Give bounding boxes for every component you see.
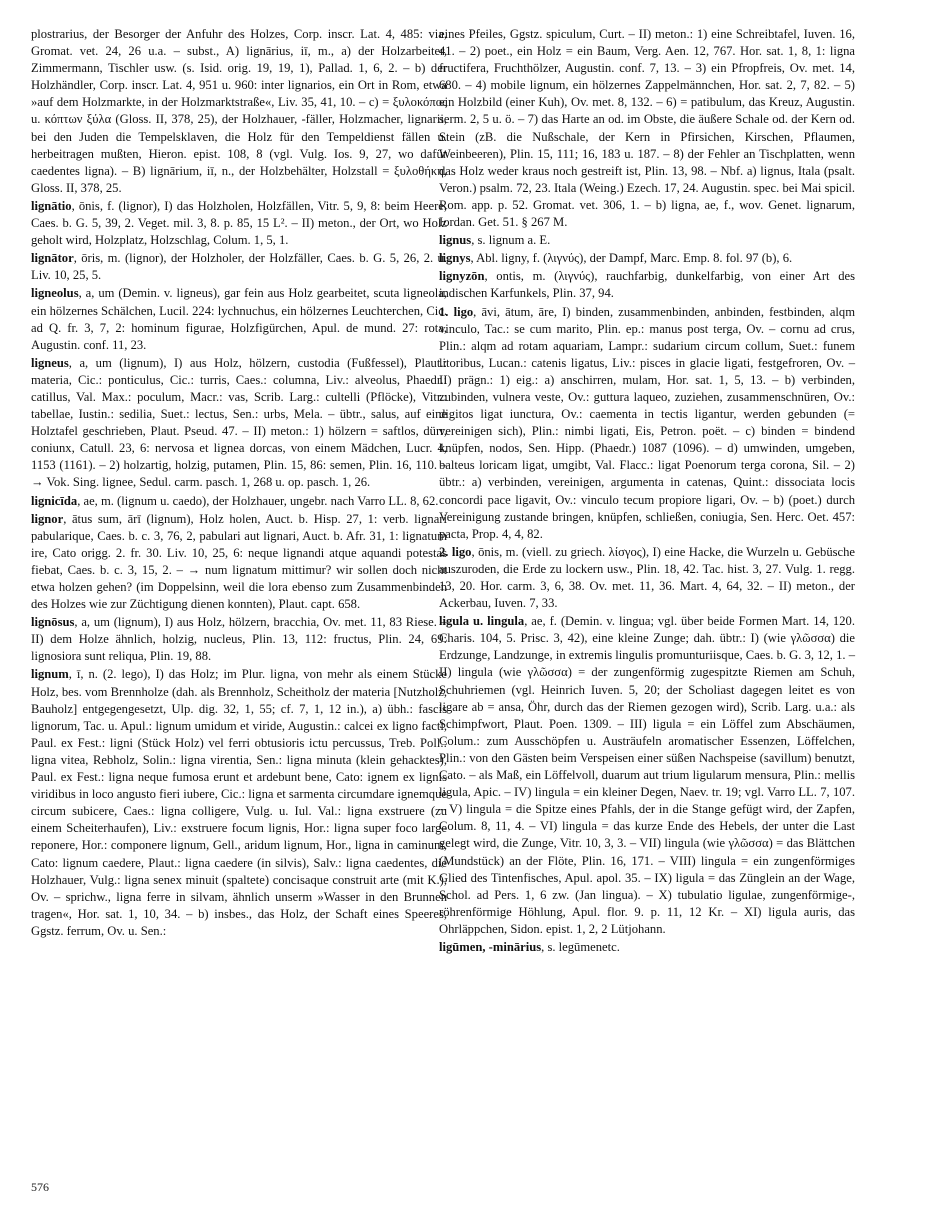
entry-lemma: lignum: [31, 667, 69, 682]
dictionary-entry: [439, 544, 855, 612]
page-number: 576: [31, 1180, 49, 1194]
dictionary-entry: [31, 511, 447, 614]
entry-text: , a, um (lignum), I) aus Holz, hölzern, custodia (Fußfessel), Plaut.: materia, Cic.: ponticulus, Cic.: turris, Caes.: columna, Liv.: alveolus, Phaedr.: catillus, Val. Max.: poculum, Macr.: vas, Scrib. Larg.: cultelli (Pflöcke), Vitr.: tabellae, Iustin.: sedilia, Suet.: lectus, Sen.: urbs, Mela. – übtr., salus, auf eine Holztafel geschrieben, Plaut. Pseud. 47. – II) meton.: 1) hölzern = saftlos, dürr, coniunx, Catull. 23, 6: nervosa et lignea dorcas, von einem Mädchen, Lucr. 4, 1153 (1161). – 2) holzartig, holzig, putamen, Plin. 15, 86: semen, Plin. 16, 110. – → Vok. Sing. lignee, Sedul. carm. pasch. 1, 268 u. op. pasch. 1, 26.: [31, 355, 447, 490]
entry-lemma: 1. ligo: [439, 304, 474, 319]
entry-text: , ōris, m. (lignor), der Holzholer, der Holzfäller, Caes. b. G. 5, 26, 2. u. Liv. 10, 25, 5.: [31, 251, 447, 283]
dictionary-entry: [439, 613, 855, 938]
dictionary-page: [31, 26, 907, 1186]
dictionary-entry: [439, 268, 855, 302]
entry-lemma: lignor: [31, 511, 64, 526]
entry-text: , ontis, m. (λιγνύς), rauchfarbig, dunkelfarbig, von einer Art des indischen Karfunkels, Plin. 37, 94.: [439, 269, 855, 301]
right-column: [439, 26, 855, 957]
entry-lemma: ligula u. lingula: [439, 614, 525, 629]
dictionary-entry: [439, 304, 855, 543]
dictionary-entry: [439, 250, 855, 267]
dictionary-entry: [439, 232, 855, 249]
dictionary-entry: [31, 493, 447, 510]
dictionary-entry: [439, 939, 855, 956]
entry-lemma: lignyzōn: [439, 269, 485, 284]
entry-lemma: lignus: [439, 233, 472, 248]
entry-text: plostrarius, der Besorger der Anfuhr des Holzes, Corp. inscr. Lat. 4, 485: via, Gromat. vet. 24, 26 u.a. – subst., A) lignārius, iī, m., a) der Holzarbeiter, Zimmermann, Tischler usw. (s. Isid. orig. 19, 19, 1), Pallad. 1, 6, 2. – b) der Holzhändler, Corp. inscr. Lat. 4, 951 u. 960: inter lignarios, ein Ort in Rom, etwa »auf dem Holzmarkte, in der Holzmarktstraße«, Liv. 35, 41, 10. – c) = ξυλοκόπος u. κόπτων ξύλα (Gloss. II, 378, 25), der Holzhauer, -fäller, Holzmacher, lignarii, bei den Juden die Tempelsklaven, die Holz für den Tempeldienst fällen u. herbeitragen mußten, Hieron. epist. 108, 8 (vgl. Vulg. Ios. 9, 27, wo dafür caedentes ligna). – B) lignārium, iī, n., der Holzbehälter, Holzstall = ξυλοθήκη, Gloss. II, 378, 25.: [31, 27, 447, 195]
entry-lemma: lignōsus: [31, 615, 75, 630]
entry-text: , a, um (Demin. v. ligneus), gar fein aus Holz gearbeitet, scuta ligneola, ein hölzernes Schälchen, Lucil. 224: lychnuchus, ein hölzernes Leuchterchen, Cic. ad Q. fr. 3, 7, 2: hominum figurae, Holzfigürchen, Apul. de mund. 27: rota, Augustin. conf. 11, 23.: [31, 286, 447, 352]
left-column: [31, 26, 447, 941]
entry-text: , s. legūmenetc.: [541, 939, 620, 954]
entry-text: , ōnis, m. (viell. zu griech. λίσγος), I) eine Hacke, die Wurzeln u. Gebüsche auszuroden, die Erde zu lockern usw., Plin. 18, 42. Tac. hist. 3, 27. Vulg. 1. regg. 13, 20. Hor. carm. 3, 6, 38. Ov. met. 11, 36. Mart. 4, 64, 32. – II) meton., der Ackerbau, Iuven. 7, 33.: [439, 544, 855, 611]
entry-lemma: lignātio: [31, 198, 72, 213]
dictionary-entry: [31, 355, 447, 492]
dictionary-entry: [31, 666, 447, 940]
entry-text: , a, um (lignum), I) aus Holz, hölzern, bracchia, Ov. met. 11, 83 Riese. – II) dem Holze ähnlich, holzig, nucleus, Plin. 13, 112: fructus, Plin. 24, 69: lignosiora sunt reliqua, Plin. 19, 88.: [31, 615, 447, 664]
entry-lemma: 2. ligo: [439, 544, 472, 559]
entry-text: , ī, n. (2. lego), I) das Holz; im Plur. ligna, von mehr als einem Stücke Holz, bes. vom Brennholze (dah. als Brennholz, Scheitholz der materia [Nutzholz, Bauholz] entgegengesetzt, Ulp. dig. 32, 1, 55; cf. 7, 1, 12 in.), a) übh.: fascis lignorum, Tac. u. Apul.: lignum umidum et viride, Augustin.: calcei ex ligno facti, Paul. ex Fest.: ligni (Stück Holz) vel ferri obtusioris ictu percussus, Treb. Poll.: ligna vitea, Rebholz, Solin.: ligna virentia, Sen.: ligna minuta (klein gehacktes), Paul. ex Fest.: ligna neque fumosa erunt et ardebunt bene, Cato: ignem ex lignis viridibus in loco angusto fieri iubere, Cic.: ligna et sarmenta circumdare ignemque circum subicere, Caes.: ligna colligere, Vulg. u. Iul. Val.: ligna exstruere (zu einem Scheiterhaufen), Liv.: exstruere focum lignis, Hor.: ligna super foco large reponere, Hor.: componere lignum, Gell., aridum lignum, Hor., ligna in caminum, Cato: lignum caedere, Plaut.: ligna caedere (in silvis), Salv.: ligna caedentes, die Holzhauer, Vulg.: ligna senex minuit (spaltete) concisaque construit arte (mit K.), Ov. – sprichw., ligna ferre in silvam, ähnlich unserm »Wasser in den Brunnen tragen«, Hor. sat. 1, 10, 34. – b) insbes., das Holz, der Schaft eines Speeres, Ggstz. ferrum, Ov. u. Sen.:: [31, 667, 447, 938]
dictionary-entry: [31, 26, 447, 197]
dictionary-entry: [31, 198, 447, 249]
entry-lemma: ligneolus: [31, 286, 79, 301]
entry-text: , āvi, ātum, āre, I) binden, zusammenbinden, anbinden, festbinden, alqm vinculo, Tac.: se cum marito, Plin. ep.: manus post terga, Ov. – cornu ad crus, Plin.: alqm ad rotam aquariam, Lampr.: sudarium circum collum, Suet.: funem litoribus, Lucan.: catenis ligatus, Liv.: pisces in glacie ligati, festgefroren, Ov. – II) prägn.: 1) eig.: a) anschirren, mulam, Hor. sat. 1, 5, 13. – b) verbinden, zubinden, vulnera veste, Ov.: guttura laqueo, zuziehen, zusammenschnüren, Ov.: digitos ligat iunctura, Ov.: caementa in tectis ligantur, werden gebunden (= vereinigen sich), Plin.: nimbi ligati, Eis, Petron. poët. – c) binden = bindend knüpfen, nodos, Sen. Hipp. (Phaedr.) 1087 (1096). – d) umwinden, umgeben, balteus loricam ligat, umgibt, Val. Flacc.: ligat Poenorum terga corona, Sil. – 2) übtr.: a) verbinden, vereinigen, argumenta in catenas, Quint.: dissociata locis concordi pace ligavit, Ov.: vinculo tecum propiore ligari, Ov. – b) (poet.) durch Vereinigung zustande bringen, knüpfen, schließen, coniugia, Sen. Herc. Oet. 457: pacta, Prop. 4, 4, 82.: [439, 304, 855, 541]
dictionary-entry: [439, 26, 855, 231]
entry-text: , ae, f. (Demin. v. lingua; vgl. über beide Formen Mart. 14, 120. Charis. 104, 5. Prisc. 3, 42), eine kleine Zunge; dah. übtr.: I) (wie γλῶσσα) die Erdzunge, Landzunge, in extremis lingulis promunturiisque, Caes. b. G. 3, 12, 1. – II) lingula (wie γλῶσσα) = der zungenförmig zugespitzte Riemen am Schuh, Schuhriemen (vgl. Heinrich Iuven. 5, 20; der Scholiast dagegen leitet es von ligare ab = ansa, Öhr, durch das der Riemen gezogen wird), Scrib. Larg. u.a.: als Schimpfwort, Plaut. Poen. 1309. – III) ligula = ein Löffel zum Abschäumen, Colum.: zum Ausschöpfen u. Austräufeln aromatischer Essenzen, Löffelchen, Plin.: von den Gästen beim Verspeisen einer süßen Nachspeise (savillum) benutzt, Cato. – als Maß, ein Löffelvoll, duarum aut trium ligularum mensura, Plin.: mellis ligula, Apic. – IV) lingula = ein kleiner Degen, Naev. tr. 19; vgl. Varro LL. 7, 107. – V) lingula = die Spitze eines Pfahls, der in die Stange gefügt wird, der Zapfen, Colum. 8, 11, 4. – VI) lingula = das kurze Ende des Hebels, der unter die Last gelegt wird, die Zunge, Vitr. 10, 3, 3. – VII) lingula (wie γλῶσσα) = das Blättchen (Mundstück) an der Flöte, Plin. 16, 171. – VIII) lingula = ein zungenförmiges Glied des Tintenfisches, Apul. apol. 35. – IX) ligula = das Zünglein an der Wage, Schol. ad Pers. 1, 6 zw. (Jan lingua). – X) tubulatio ligulae, zungenförmige-, röhrenförmige Höhlung, Apul. flor. 9. p. 11, 12 Kr. – XI) ligula auris, das Ohrläppchen, Sidon. epist. 1, 2, 2 Lütjohann.: [439, 614, 855, 936]
dictionary-entry: [31, 250, 447, 284]
entry-text: , ōnis, f. (lignor), I) das Holzholen, Holzfällen, Vitr. 5, 9, 8: beim Heere, Caes. b. G. 5, 39, 2. Veget. mil. 3, 8. p. 85, 15 L². – II) meton., der Ort, wo Holz geholt wird, Holzplatz, Holzschlag, Colum. 1, 5, 1.: [31, 198, 447, 248]
entry-lemma: ligneus: [31, 355, 69, 370]
entry-text: , s. lignum a. E.: [471, 233, 551, 248]
entry-lemma: lignātor: [31, 251, 74, 266]
entry-lemma: lignicīda: [31, 493, 78, 508]
entry-lemma: lignys: [439, 251, 471, 266]
entry-text: , ātus sum, ārī (lignum), Holz holen, Auct. b. Hisp. 27, 1: verb. lignari pabularique, Caes. b. c. 3, 76, 2, pabulari aut lignari, Auct. b. Afr. 31, 1: lignatum ire, Cato origg. 2. fr. 30. Liv. 10, 25, 6: neque lignandi atque aquandi potestas fiebat, Caes. b. c. 3, 15, 2. – → num lignatum mittimur? wir sollen doch nicht etwa holzen gehen? (im Doppelsinn, weil die lora ebenso zum Zusammenbinden des Holzes wie zur Züchtigung dienen konnten), Plaut. capt. 658.: [31, 511, 447, 612]
dictionary-entry: [31, 614, 447, 665]
entry-text: eines Pfeiles, Ggstz. spiculum, Curt. – II) meton.: 1) eine Schreibtafel, Iuven. 16, 41. – 2) poet., ein Holz = ein Baum, Verg. Aen. 12, 767. Hor. sat. 1, 8, 1: ligna fructifera, Fruchthölzer, Augustin. conf. 7, 13. – 3) ein Pfropfreis, Ov. met. 14, 680. – 4) mobile lignum, ein hölzernes Zappelmännchen, Hor. sat. 2, 7, 82. – 5) ein Holzbild (einer Kuh), Ov. met. 8, 132. – 6) = patibulum, das Kreuz, Augustin. serm. 2, 5 u. ö. – 7) das Harte an od. im Obste, die äußere Schale od. der Kern od. Stein (zB. die Nußschale, der Kern in Pfirsichen, Kirschen, Pflaumen, Weinbeeren), Plin. 15, 111; 16, 183 u. 187. – 8) der Fehler an Tischplatten, wenn das Holz weder kraus noch gestreift ist, Plin. 13, 98. – Nbf. a) lignus, Itala (psalt. Veron.) psalm. 72, 23. Itala (Weing.) Ezech. 17, 24. Augustin. spec. bei Mai spicil. Rom. app. p. 52. Gromat. vet. 306, 1. – b) ligna, ae, f., wov. Genet. lignarum, Iordan. Get. 51. § 267 M.: [439, 27, 855, 230]
dictionary-entry: [31, 285, 447, 353]
entry-text: , Abl. ligny, f. (λιγνύς), der Dampf, Marc. Emp. 8. fol. 97 (b), 6.: [470, 251, 793, 266]
entry-lemma: ligūmen, -minārius: [439, 939, 542, 954]
entry-text: , ae, m. (lignum u. caedo), der Holzhauer, ungebr. nach Varro LL. 8, 62.: [77, 493, 439, 508]
